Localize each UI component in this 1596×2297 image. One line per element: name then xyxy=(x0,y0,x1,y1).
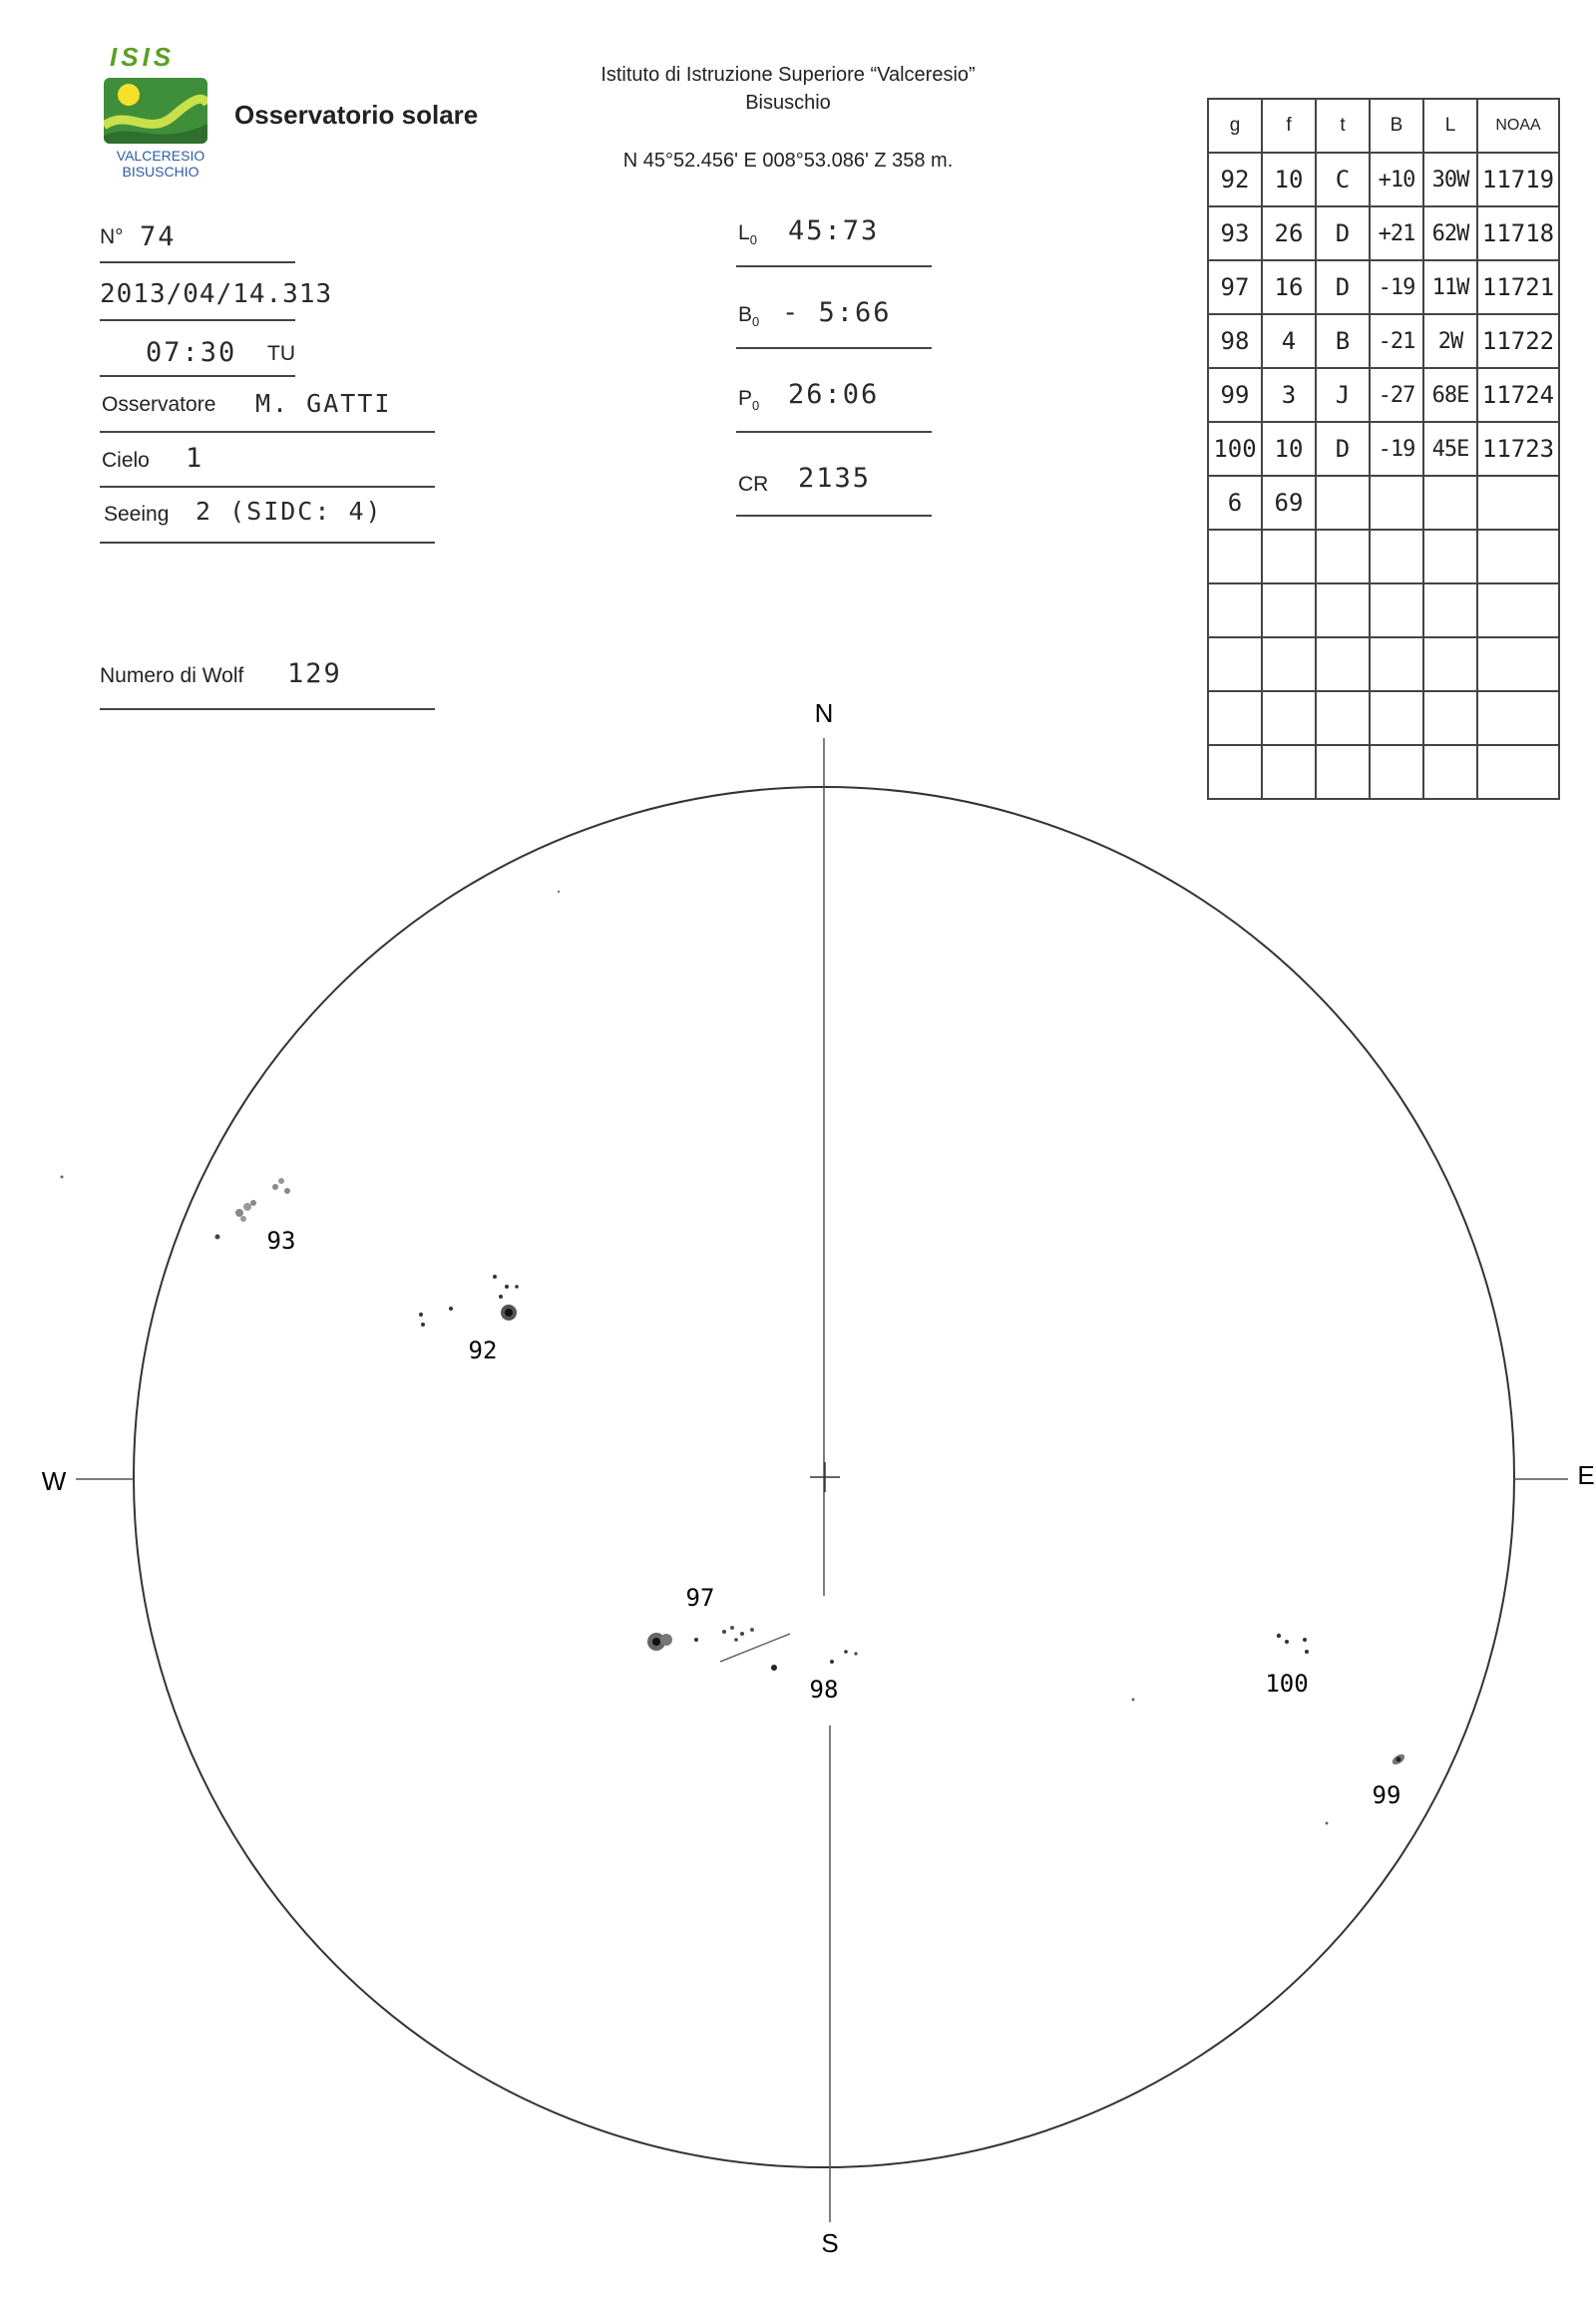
west-label: W xyxy=(41,1466,67,1496)
table-cell: 100 xyxy=(1208,422,1262,476)
p0-label: $P_0$ xyxy=(738,387,760,414)
group-label-100: 100 xyxy=(1265,1670,1309,1698)
cr-value: 2135 xyxy=(798,463,872,494)
time-value: 07:30 xyxy=(146,337,237,368)
table-cell: J xyxy=(1316,368,1370,422)
seeing-value: 2 (SIDC: 4) xyxy=(196,497,383,526)
table-cell: -21 xyxy=(1370,314,1423,368)
table-cell: 68E xyxy=(1423,368,1477,422)
table-header-cell: B xyxy=(1370,99,1423,153)
sunspot-group-92 xyxy=(419,1275,519,1327)
sunspot-group-97 xyxy=(647,1626,754,1651)
cr-label: CR xyxy=(738,473,769,496)
speck-mark xyxy=(558,891,560,893)
number-value: 74 xyxy=(140,221,177,252)
table-cell: 11719 xyxy=(1477,153,1559,206)
p0-value: 26:06 xyxy=(788,379,880,410)
table-cell: -19 xyxy=(1370,422,1423,476)
table-header-cell: f xyxy=(1262,99,1316,153)
logo-line2: BISUSCHIO xyxy=(122,164,200,180)
table-cell: D xyxy=(1316,260,1370,314)
group-label-92: 92 xyxy=(468,1337,498,1364)
seeing-label: Seeing xyxy=(104,503,170,526)
table-cell: 10 xyxy=(1262,422,1316,476)
speck-mark xyxy=(1326,1822,1329,1825)
wolf-label: Numero di Wolf xyxy=(100,664,244,687)
sky-value: 1 xyxy=(186,443,204,474)
b0-label: $B_0$ xyxy=(738,303,760,330)
table-cell: 45E xyxy=(1423,422,1477,476)
wolf-value: 129 xyxy=(287,658,342,689)
table-header-cell: NOAA xyxy=(1477,99,1559,153)
table-cell: D xyxy=(1316,422,1370,476)
speck-mark xyxy=(1132,1699,1135,1702)
table-header-cell: g xyxy=(1208,99,1262,153)
table-cell: 16 xyxy=(1262,260,1316,314)
sunspot-group-99 xyxy=(1391,1752,1406,1767)
date-value: 2013/04/14.313 xyxy=(100,279,333,309)
observer-label: Osservatore xyxy=(102,393,216,416)
table-cell: 11724 xyxy=(1477,368,1559,422)
speck-mark xyxy=(61,1176,64,1179)
table-cell: 98 xyxy=(1208,314,1262,368)
table-cell: 2W xyxy=(1423,314,1477,368)
table-cell: 69 xyxy=(1262,476,1316,530)
table-cell: 93 xyxy=(1208,206,1262,260)
observer-value: M. GATTI xyxy=(255,389,392,418)
observatory-title: Osservatorio solare xyxy=(234,100,479,130)
institute-name: Istituto di Istruzione Superiore “Valceresio” xyxy=(600,64,976,86)
table-cell: +21 xyxy=(1370,206,1423,260)
table-cell: -27 xyxy=(1370,368,1423,422)
table-cell: 11W xyxy=(1423,260,1477,314)
table-cell: 26 xyxy=(1262,206,1316,260)
table-cell: 11722 xyxy=(1477,314,1559,368)
table-header-cell: t xyxy=(1316,99,1370,153)
table-cell: 11721 xyxy=(1477,260,1559,314)
table-cell: C xyxy=(1316,153,1370,206)
south-label: S xyxy=(821,2228,839,2258)
sunspot-group-100 xyxy=(1277,1634,1309,1654)
l0-value: 45:73 xyxy=(788,215,880,246)
east-label: E xyxy=(1577,1460,1595,1490)
site-coordinates: N 45°52.456' E 008°53.086' Z 358 m. xyxy=(622,150,954,172)
b0-value: - 5:66 xyxy=(782,297,892,328)
table-cell: 97 xyxy=(1208,260,1262,314)
table-cell: 11718 xyxy=(1477,206,1559,260)
sky-label: Cielo xyxy=(102,449,150,472)
time-unit: TU xyxy=(267,342,295,365)
table-cell: 62W xyxy=(1423,206,1477,260)
sunspot-group-98 xyxy=(771,1650,858,1671)
table-cell: 92 xyxy=(1208,153,1262,206)
table-cell: 3 xyxy=(1262,368,1316,422)
logo-line1: VALCERESIO xyxy=(116,148,205,164)
number-label: N° xyxy=(100,225,124,248)
group-label-99: 99 xyxy=(1372,1781,1401,1809)
table-cell: 4 xyxy=(1262,314,1316,368)
table-cell: 10 xyxy=(1262,153,1316,206)
group-label-97: 97 xyxy=(685,1584,715,1612)
table-cell: -19 xyxy=(1370,260,1423,314)
table-cell: 11723 xyxy=(1477,422,1559,476)
table-cell: D xyxy=(1316,206,1370,260)
logo-mark: ISIS xyxy=(110,42,176,72)
table-cell: 99 xyxy=(1208,368,1262,422)
group-label-98: 98 xyxy=(809,1676,839,1704)
table-cell: 30W xyxy=(1423,153,1477,206)
group-97-98-divider xyxy=(720,1634,790,1662)
group-label-93: 93 xyxy=(266,1227,296,1255)
institute-town: Bisuschio xyxy=(745,92,831,114)
north-label: N xyxy=(814,698,834,728)
table-cell: B xyxy=(1316,314,1370,368)
l0-label: $L_0$ xyxy=(738,221,757,248)
table-cell: +10 xyxy=(1370,153,1423,206)
table-header-cell: L xyxy=(1423,99,1477,153)
table-cell: 6 xyxy=(1208,476,1262,530)
